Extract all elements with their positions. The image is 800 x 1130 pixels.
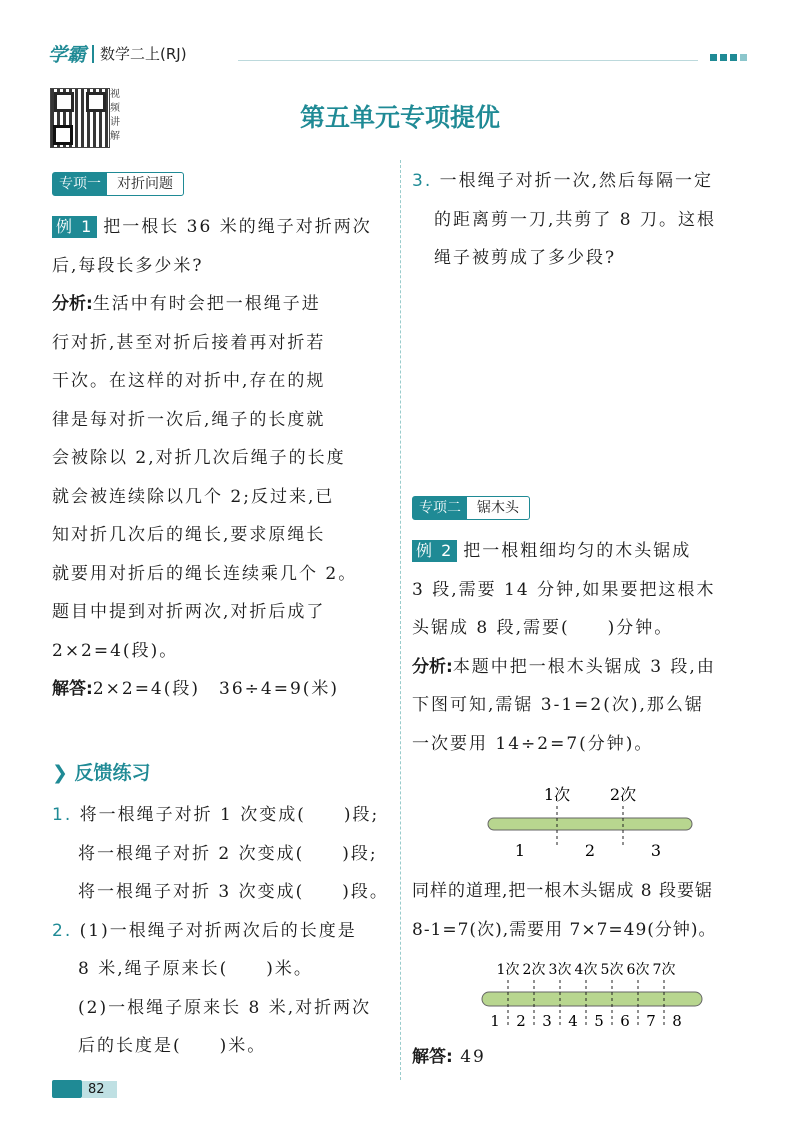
segment-label: 8: [672, 1012, 682, 1030]
question-line: 一根绳子对折一次,然后每隔一定: [439, 171, 714, 191]
section-tag-1: [52, 172, 184, 196]
explanation-line: 同样的道理,把一根木头锯成 8 段要锯: [412, 881, 714, 901]
question-number: 3.: [412, 171, 433, 191]
question-line: 8 米,绳子原来长( )米。: [78, 959, 313, 979]
cut-label: 4次: [574, 962, 598, 978]
cut-label: 7次: [652, 962, 676, 978]
question-line: 后的长度是( )米。: [78, 1036, 267, 1056]
cut-label: 1次: [496, 962, 520, 978]
analysis-line: 生活中有时会把一根绳子进: [92, 294, 321, 314]
cut-label: 3次: [548, 962, 572, 978]
tag-topic: 对折问题: [107, 173, 183, 195]
question-line: 将一根绳子对折 2 次变成( )段;: [78, 843, 378, 864]
segment-label: 6: [620, 1012, 630, 1030]
example-line: 头锯成 8 段,需要( )分钟。: [412, 618, 674, 638]
page-number-badge: [52, 1080, 117, 1098]
question-line: 的距离剪一刀,共剪了 8 刀。这根: [434, 209, 717, 230]
example-1: [52, 208, 397, 709]
log-bar: [482, 992, 702, 1006]
analysis-line: 干次。在这样的对折中,存在的规: [52, 371, 326, 391]
analysis-label: 分析:: [412, 656, 453, 677]
brand-subtitle: 数学二上(RJ): [100, 45, 187, 63]
example-2: [412, 532, 757, 763]
column-divider: [400, 160, 401, 1080]
log-figure-2: [478, 956, 708, 1034]
header-rule: [238, 60, 698, 61]
analysis-line: 知对折几次后的绳长,要求原绳长: [52, 525, 326, 545]
segment-label: 1: [490, 1012, 500, 1030]
question-line: 将一根绳子对折 1 次变成( )段;: [79, 805, 380, 825]
question-line: (2)一根绳子原来长 8 米,对折两次: [78, 997, 372, 1018]
page-number: 82: [82, 1081, 117, 1098]
segment-label: 3: [650, 841, 662, 860]
cut-label: 2次: [609, 785, 637, 804]
log-figure-1: [480, 782, 700, 862]
log-bar: [488, 818, 692, 830]
segment-label: 1: [514, 841, 526, 860]
explanation-line: 8-1=7(次),需要用 7×7=49(分钟)。: [412, 919, 717, 940]
analysis-line: 一次要用 14÷2=7(分钟)。: [412, 733, 654, 754]
explanation: [412, 872, 772, 949]
feedback-title: 反馈练习: [74, 762, 151, 784]
example-line: 把一根粗细均匀的木头锯成: [463, 541, 692, 561]
question-number: 2.: [52, 920, 73, 941]
answer-2: [412, 1038, 486, 1077]
question-3: [412, 162, 757, 278]
segment-label: 5: [594, 1012, 604, 1030]
segment-label: 2: [516, 1012, 526, 1030]
analysis-line: 2×2=4(段)。: [52, 640, 179, 661]
section-tag-2: [412, 496, 530, 520]
answer-text: 2×2=4(段) 36÷4=9(米): [92, 679, 340, 699]
cut-label: 5次: [600, 962, 624, 978]
segment-label: 4: [568, 1012, 578, 1030]
example-line: 3 段,需要 14 分钟,如果要把这根木: [412, 579, 716, 600]
analysis-line: 本题中把一根木头锯成 3 段,由: [452, 656, 716, 677]
feedback-questions: [52, 796, 397, 1066]
feedback-heading: [52, 758, 151, 785]
analysis-line: 律是每对折一次后,绳子的长度就: [52, 409, 326, 430]
header-decoration: [710, 54, 747, 61]
analysis-line: 就会被连续除以几个 2;反过来,已: [52, 486, 335, 507]
segment-label: 3: [542, 1012, 552, 1030]
analysis-line: 就要用对折后的绳长连续乘几个 2。: [52, 563, 358, 584]
page-title: 第五单元专项提优: [299, 103, 500, 132]
cut-label: 2次: [522, 962, 546, 978]
example-label: 例 1: [52, 216, 97, 238]
tag-label: 专项二: [413, 497, 467, 519]
pencil-icon: [52, 1080, 82, 1098]
segment-label: 7: [646, 1012, 656, 1030]
question-number: 1.: [52, 805, 73, 825]
answer-label: 解答:: [412, 1047, 453, 1067]
analysis-line: 题目中提到对折两次,对折后成了: [52, 602, 326, 622]
example-line: 后,每段长多少米?: [52, 255, 204, 276]
chevron-right-icon: ❯: [52, 762, 68, 784]
segment-label: 2: [584, 841, 596, 860]
brand-separator: [92, 45, 94, 63]
answer-text: 49: [460, 1047, 486, 1067]
cut-label: 6次: [626, 962, 650, 978]
analysis-line: 行对折,甚至对折后接着再对折若: [52, 332, 326, 353]
question-line: (1)一根绳子对折两次后的长度是: [79, 920, 357, 941]
tag-label: 专项一: [53, 173, 107, 195]
brand-logo: 学霸: [48, 44, 87, 66]
analysis-line: 下图可知,需锯 3-1=2(次),那么锯: [412, 695, 704, 715]
example-line: 把一根长 36 米的绳子对折两次: [103, 217, 372, 237]
example-label: 例 2: [412, 540, 457, 562]
question-line: 绳子被剪成了多少段?: [434, 248, 617, 268]
analysis-label: 分析:: [52, 294, 93, 314]
cut-label: 1次: [543, 785, 571, 804]
qr-label: 视频讲解: [110, 89, 120, 142]
analysis-line: 会被除以 2,对折几次后绳子的长度: [52, 448, 346, 468]
header-brand: [48, 40, 187, 67]
question-line: 将一根绳子对折 3 次变成( )段。: [78, 882, 389, 902]
answer-label: 解答:: [52, 679, 93, 699]
tag-topic: 锯木头: [467, 497, 529, 519]
